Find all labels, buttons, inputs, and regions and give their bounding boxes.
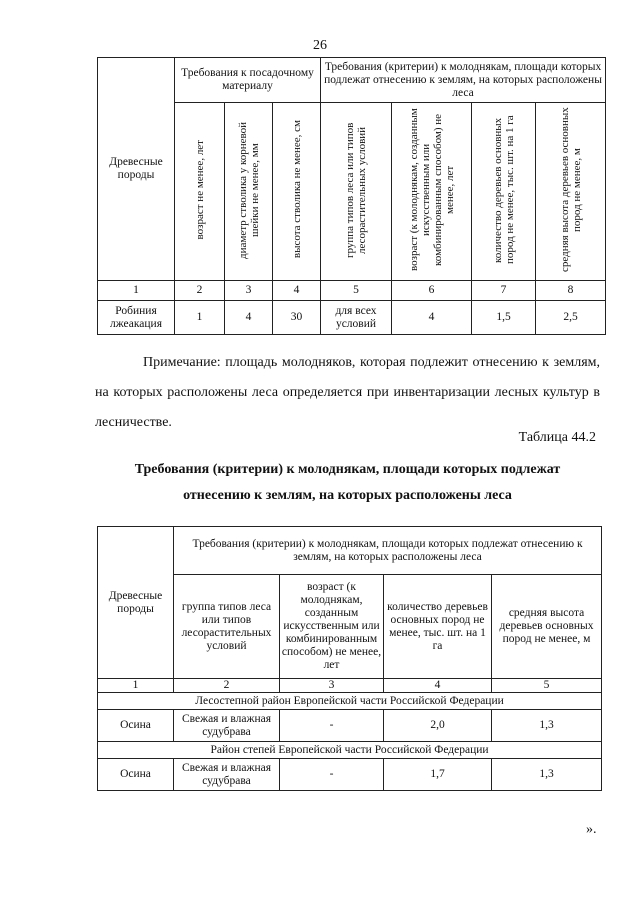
col-header-label: диаметр стволика у корневой шейки не менее, мм [236, 120, 261, 259]
col-number: 2 [175, 281, 225, 301]
cell-species: Осина [98, 759, 174, 791]
table-row [98, 759, 602, 791]
col-header-label: возраст не менее, лет [193, 139, 206, 240]
table-cell: 1,3 [492, 759, 602, 791]
header-species: Древесные породы [98, 527, 174, 679]
note-paragraph: Примечание: площадь молодняков, которая подлежит отнесению к землям, на которых расположены леса определяется при инвентаризации лесных культур в лесничестве. [95, 355, 600, 430]
closing-quote: ». [586, 822, 597, 837]
col-number: 2 [174, 679, 280, 693]
table-cell: 1 [175, 301, 225, 335]
table-label: Таблица 44.2 [518, 430, 596, 445]
col-header [536, 103, 606, 281]
table-cell: 1,7 [384, 759, 492, 791]
region-row: Район степей Европейской части Российской Федерации [98, 742, 602, 759]
col-number: 8 [536, 281, 606, 301]
table-cell: Свежая и влажная судубрава [174, 759, 280, 791]
col-number: 3 [280, 679, 384, 693]
col-number: 1 [98, 281, 175, 301]
col-header-label: группа типов леса или типов лесорастительных условий [344, 121, 368, 258]
col-header [225, 103, 273, 281]
col-header-label: возраст (к молоднякам, созданным искусственным или комбинированным способом) не менее, лет [407, 108, 456, 271]
table-cell: - [280, 759, 384, 791]
col-number: 6 [392, 281, 472, 301]
col-header-label: средняя высота деревьев основных пород не менее, м [558, 107, 583, 272]
table-cell: 4 [392, 301, 472, 335]
col-header [273, 103, 321, 281]
col-header [472, 103, 536, 281]
col-header: количество деревьев основных пород не менее, тыс. шт. на 1 га [384, 575, 492, 679]
table-cell: 1,3 [492, 710, 602, 742]
page-number: 26 [313, 38, 327, 53]
col-number: 4 [384, 679, 492, 693]
table-cell: 1,5 [472, 301, 536, 335]
col-header: средняя высота деревьев основных пород не менее, м [492, 575, 602, 679]
table-cell: 2,0 [384, 710, 492, 742]
col-number: 1 [98, 679, 174, 693]
table-cell: 30 [273, 301, 321, 335]
region-row: Лесостепной район Европейской части Российской Федерации [98, 693, 602, 710]
col-header: группа типов леса или типов лесорастительных условий [174, 575, 280, 679]
header-planting-material: Требования к посадочному материалу [175, 58, 321, 103]
col-header: возраст (к молоднякам, созданным искусственным или комбинированным способом) не менее, лет [280, 575, 384, 679]
header-species: Древесные породы [98, 58, 175, 281]
col-number: 3 [225, 281, 273, 301]
header-criteria: Требования (критерии) к молоднякам, площади которых подлежат отнесению к землям, на которых расположены леса [321, 58, 606, 103]
col-header [392, 103, 472, 281]
cell-species: Робиния лжеакация [98, 301, 175, 335]
col-number: 7 [472, 281, 536, 301]
col-header-label: высота стволика не менее, см [290, 120, 303, 259]
header-criteria: Требования (критерии) к молоднякам, площади которых подлежат отнесению к землям, на которых расположены леса [174, 527, 602, 575]
table-title-line-1: Требования (критерии) к молоднякам, площади которых подлежат [134, 462, 561, 477]
table-cell: 2,5 [536, 301, 606, 335]
table-title-line-2: отнесению к землям, на которых расположены леса [183, 488, 512, 503]
table-cell: 4 [225, 301, 273, 335]
young-stand-criteria-table [97, 526, 602, 791]
col-number: 5 [321, 281, 392, 301]
col-header [321, 103, 392, 281]
col-header-label: количество деревьев основных пород не менее, тыс. шт. на 1 га [491, 115, 516, 264]
col-number: 4 [273, 281, 321, 301]
col-number: 5 [492, 679, 602, 693]
table-row [98, 710, 602, 742]
table-cell: Свежая и влажная судубрава [174, 710, 280, 742]
table-cell: - [280, 710, 384, 742]
col-header [175, 103, 225, 281]
table-cell: для всех условий [321, 301, 392, 335]
planting-requirements-table [97, 57, 606, 335]
cell-species: Осина [98, 710, 174, 742]
table-row [98, 301, 606, 335]
